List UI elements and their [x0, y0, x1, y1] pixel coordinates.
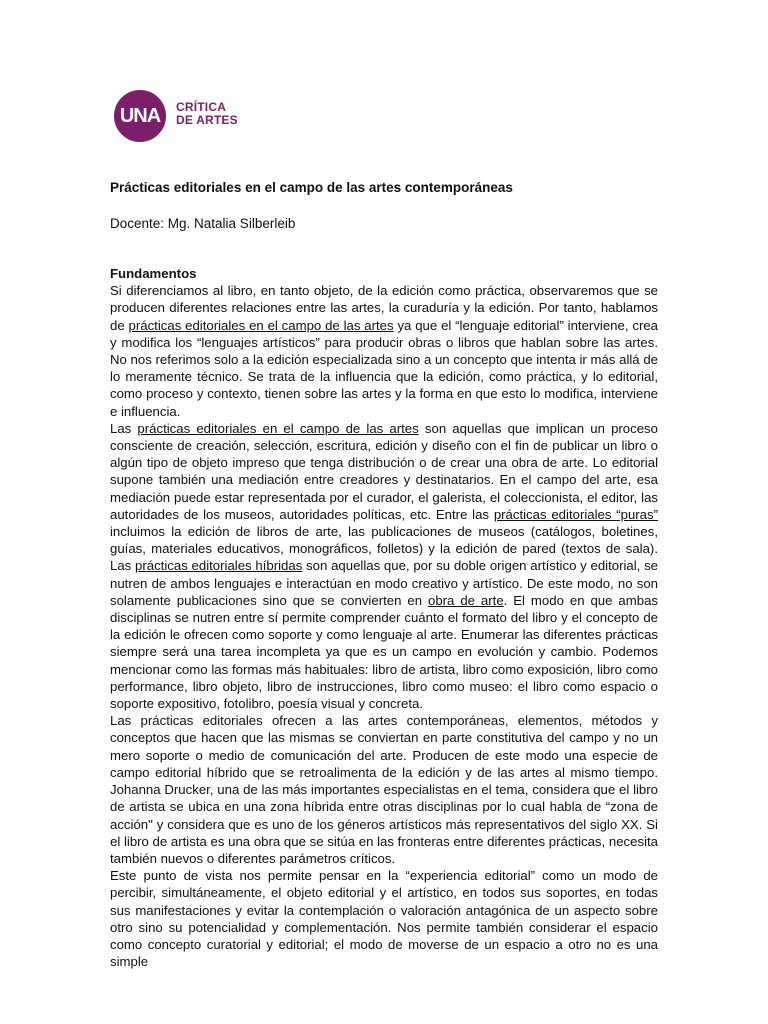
document-title: Prácticas editoriales en el campo de las artes contemporáneas	[110, 180, 513, 195]
document-body	[110, 265, 658, 970]
p1-text-a: Si diferenciamos al libro, en tanto objeto, de la edición como práctica, observaremos que se producen diferentes relaciones entre las artes, la curaduría y la edición. Por tanto, hablamos de	[110, 283, 658, 333]
docente-line: Docente: Mg. Natalia Silberleib	[110, 216, 296, 231]
p2-text-b: son aquellas que implican un proceso consciente de creación, selección, escritura, edición y diseño con el fin de publicar un libro o algún tipo de objeto impreso que tenga distribución o de crear una obra de arte. Lo editorial supone también una mediación entre creadores y destinatarios. En el campo del arte, esa mediación puede estar representada por el curador, el galerista, el coleccionista, el editor, las autoridades de los museos, autoridades políticas, etc. Entre las	[110, 420, 658, 522]
p1-underlined-term: prácticas editoriales en el campo de las artes	[128, 317, 394, 333]
paragraph-1	[110, 282, 658, 420]
logo-line-1: CRÍTICA	[176, 100, 227, 114]
paragraph-3: Las prácticas editoriales ofrecen a las artes contemporáneas, elementos, métodos y conceptos que hacen que las mismas se conviertan en parte constitutiva del campo y no un mero soporte o medio de comunicación del arte. Producen de este modo una especie de campo editorial híbrido que se retroalimenta de la edición y de las artes al mismo tiempo. Johanna Drucker, una de las más importantes especialistas en el tema, considera que el libro de artista se ubica en una zona híbrida entre otras disciplinas por lo cual habla de “zona de acción" y considera que es uno de los géneros artísticos más representativos del siglo XX. Si el libro de artista es una obra que se sitúa en las fronteras entre diferentes prácticas, necesita también nuevos o diferentes parámetros críticos.	[110, 713, 658, 866]
paragraph-4: Este punto de vista nos permite pensar en la “experiencia editorial” como un modo de percibir, simultáneamente, el objeto editorial y el artístico, en todos sus soportes, en todas sus manifestaciones y evitar la contemplación o valoración antagónica de un aspecto sobre otro sino su potencialidad y complementación. Nos permite también considerar el espacio como concepto curatorial y editorial; el modo de moverse de un espacio a otro no es una simple	[110, 868, 658, 970]
p2-text-a: Las	[110, 420, 138, 436]
p2-underlined-term-2: prácticas editoriales “puras”	[493, 506, 659, 522]
section-heading: Fundamentos	[110, 266, 197, 281]
logo-line-2: DE ARTES	[176, 113, 238, 127]
p2-underlined-term-3: prácticas editoriales híbridas	[135, 558, 303, 574]
p1-text-b: ya que el “lenguaje editorial” interviene, crea y modifica los “lenguajes artísticos” para producir obras o libros que hablan sobre las artes. No nos referimos solo a la edición especializada sino a un concepto que intenta ir más allá de lo meramente técnico. Se trata de la influencia que la edición, como práctica, y lo editorial, como proceso y contexto, tienen sobre las artes y la forma en que esto lo modifica, interviene e influencia.	[110, 317, 659, 419]
una-logo-mark: UNA	[114, 90, 166, 142]
logo-wordmark	[176, 101, 238, 127]
paragraph-2	[110, 420, 658, 712]
p2-underlined-term-1: prácticas editoriales en el campo de las artes	[137, 420, 419, 436]
p2-underlined-term-4: obra de arte	[427, 592, 504, 608]
p2-text-c: incluimos la edición de libros de arte, las publicaciones de museos (catálogos, boletines, guías, materiales educativos, monográficos, folletos) y la edición de pared (textos de sala). Las	[110, 524, 658, 574]
p2-text-d: son aquellas que, por su doble origen artístico y editorial, se nutren de ambos lenguajes e interactúan en modo creativo y artístico. De este modo, no son solamente publicaciones sino que se convierten en	[110, 558, 659, 608]
p2-text-e: . El modo en que ambas disciplinas se nutren entre sí permite comprender cuánto el formato del libro y el concepto de la edición le ofrecen como soporte y como lenguaje al arte. Enumerar las diferentes prácticas siempre será una tarea incompleta ya que es un campo en evolución y cambio. Podemos mencionar como las formas más habituales: libro de artista, libro como exposición, libro como performance, libro objeto, libro de instrucciones, libro como museo: el libro como espacio o soporte expositivo, fotolibro, poesía visual y concreta.	[110, 592, 658, 712]
una-critica-de-artes-logo	[114, 90, 314, 146]
